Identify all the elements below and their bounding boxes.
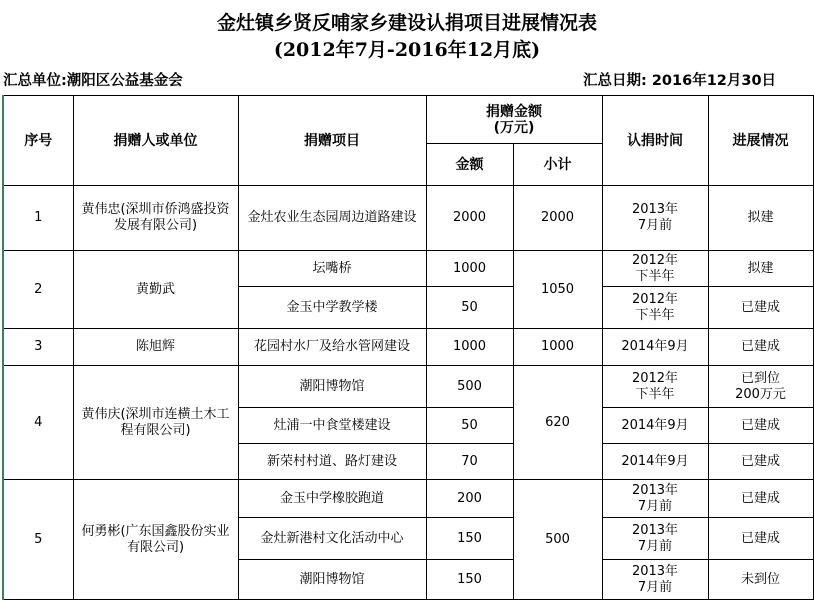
- header-progress: 进展情况: [708, 96, 813, 186]
- table-row: [3, 329, 813, 366]
- project-cell: 灶浦一中食堂楼建设: [238, 408, 426, 444]
- pledge-time-cell: 2013年 7月前: [602, 518, 708, 560]
- donor-cell: 陈旭辉: [73, 329, 238, 366]
- amount-cell: 50: [426, 408, 513, 444]
- project-cell: 金灶新港村文化活动中心: [238, 518, 426, 560]
- seq-cell: 3: [3, 329, 73, 366]
- pledge-time-cell: 2013年 7月前: [602, 186, 708, 251]
- donor-cell: 何勇彬(广东国鑫股份实业有限公司): [73, 480, 238, 600]
- amount-cell: 2000: [426, 186, 513, 251]
- progress-cell: 已建成: [708, 287, 813, 329]
- summary-date-label: 汇总日期: 2016年12月30日: [583, 73, 777, 89]
- amount-cell: 200: [426, 480, 513, 518]
- project-cell: 花园村水厂及给水管网建设: [238, 329, 426, 366]
- table-row: [3, 251, 813, 287]
- progress-cell: 未到位: [708, 560, 813, 600]
- header-subtotal: 小计: [513, 144, 602, 186]
- progress-cell: 已建成: [708, 329, 813, 366]
- seq-cell: 5: [3, 480, 73, 600]
- pledge-time-cell: 2013年 7月前: [602, 560, 708, 600]
- amount-cell: 150: [426, 518, 513, 560]
- table-subtitle-period: (2012年7月-2016年12月底): [273, 39, 541, 61]
- pledge-time-cell: 2012年 下半年: [602, 287, 708, 329]
- summary-unit-label: 汇总单位:潮阳区公益基金会: [3, 73, 183, 89]
- amount-cell: 50: [426, 287, 513, 329]
- header-time: 认捐时间: [602, 96, 708, 186]
- amount-cell: 70: [426, 444, 513, 480]
- pledge-time-cell: 2014年9月: [602, 444, 708, 480]
- project-cell: 金玉中学教学楼: [238, 287, 426, 329]
- seq-cell: 2: [3, 251, 73, 329]
- header-amount-group: 捐赠金额 (万元): [426, 96, 602, 144]
- table-row: [3, 480, 813, 518]
- progress-cell: 已建成: [708, 444, 813, 480]
- project-cell: 坛嘴桥: [238, 251, 426, 287]
- amount-cell: 500: [426, 366, 513, 408]
- amount-cell: 1000: [426, 251, 513, 287]
- header-donor: 捐赠人或单位: [73, 96, 238, 186]
- pledge-time-cell: 2012年 下半年: [602, 366, 708, 408]
- progress-cell: 已建成: [708, 408, 813, 444]
- progress-cell: 拟建: [708, 251, 813, 287]
- progress-cell: 已建成: [708, 518, 813, 560]
- subtotal-cell: 2000: [513, 186, 602, 251]
- donor-cell: 黄伟忠(深圳市侨鸿盛投资发展有限公司): [73, 186, 238, 251]
- header-project: 捐赠项目: [238, 96, 426, 186]
- subtotal-cell: 1050: [513, 251, 602, 329]
- pledge-time-cell: 2014年9月: [602, 329, 708, 366]
- subtotal-cell: 620: [513, 366, 602, 480]
- amount-cell: 1000: [426, 329, 513, 366]
- pledge-time-cell: 2013年 7月前: [602, 480, 708, 518]
- subtotal-cell: 500: [513, 480, 602, 600]
- seq-cell: 4: [3, 366, 73, 480]
- table-title: 金灶镇乡贤反哺家乡建设认捐项目进展情况表: [216, 12, 597, 34]
- header-amount: 金额: [426, 144, 513, 186]
- donor-cell: 黄勤武: [73, 251, 238, 329]
- progress-cell: 拟建: [708, 186, 813, 251]
- pledge-time-cell: 2012年 下半年: [602, 251, 708, 287]
- donation-progress-table: [2, 95, 814, 600]
- progress-cell: 已到位 200万元: [708, 366, 813, 408]
- progress-cell: 已建成: [708, 480, 813, 518]
- seq-cell: 1: [3, 186, 73, 251]
- project-cell: 金玉中学橡胶跑道: [238, 480, 426, 518]
- pledge-time-cell: 2014年9月: [602, 408, 708, 444]
- table-row: [3, 366, 813, 408]
- header-seq: 序号: [3, 96, 73, 186]
- project-cell: 新荣村村道、路灯建设: [238, 444, 426, 480]
- project-cell: 潮阳博物馆: [238, 366, 426, 408]
- donor-cell: 黄伟庆(深圳市连横土木工程有限公司): [73, 366, 238, 480]
- table-row: [3, 186, 813, 251]
- project-cell: 潮阳博物馆: [238, 560, 426, 600]
- amount-cell: 150: [426, 560, 513, 600]
- project-cell: 金灶农业生态园周边道路建设: [238, 186, 426, 251]
- subtotal-cell: 1000: [513, 329, 602, 366]
